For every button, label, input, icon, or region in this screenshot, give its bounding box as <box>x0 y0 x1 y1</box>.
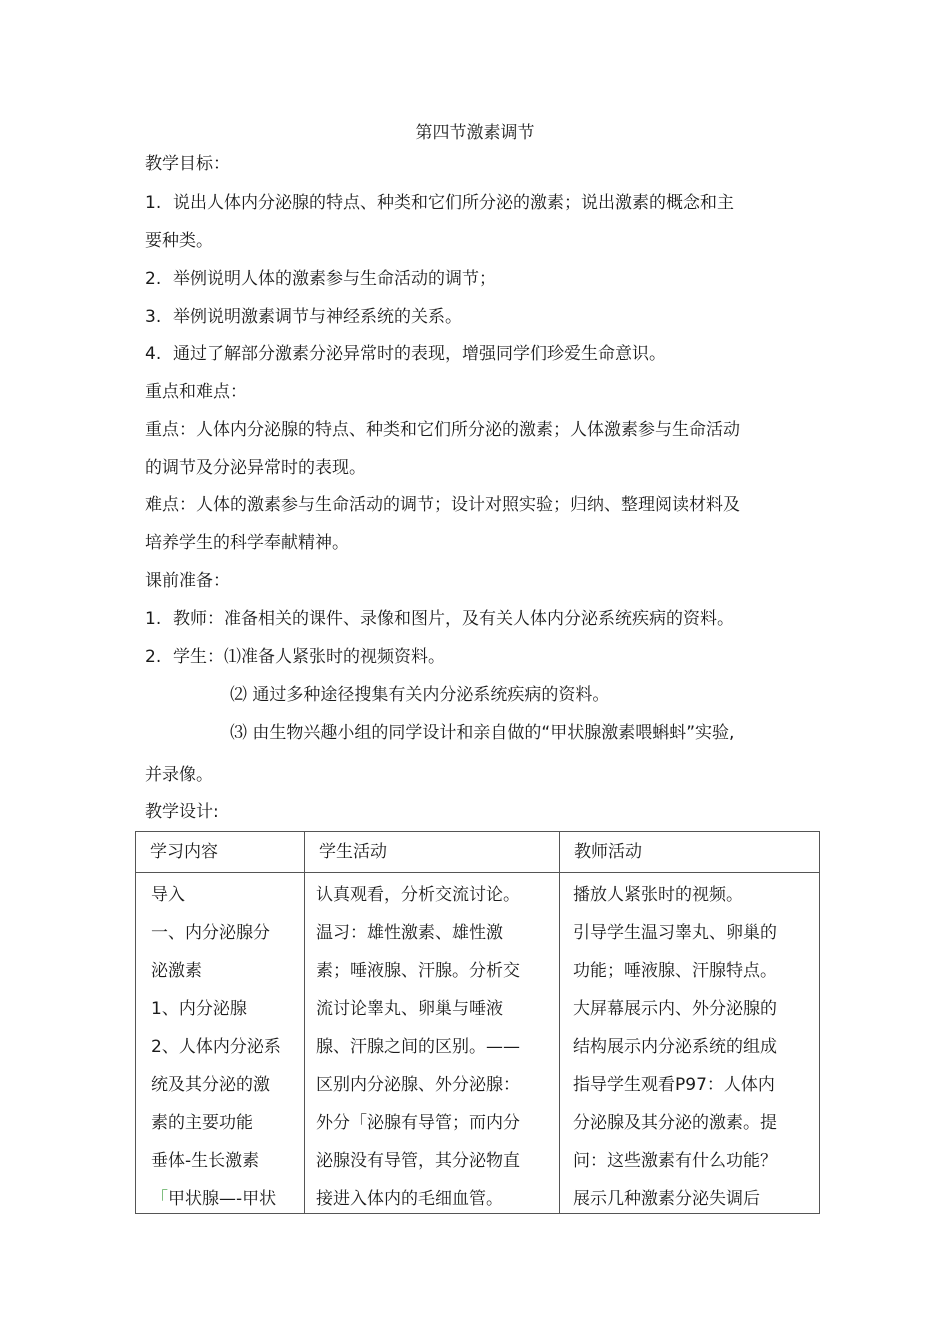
cell-line: 展示几种激素分泌失调后 <box>573 1189 760 1209</box>
cell-line: 垂体-生长激素 <box>151 1151 260 1171</box>
cell-line: 结构展示内分泌系统的组成 <box>573 1037 777 1057</box>
cell-line: 区别内分泌腺、外分泌腺： <box>316 1075 520 1095</box>
objective-item-3 <box>145 306 462 328</box>
objectives-heading: 教学目标： <box>145 154 230 174</box>
cell-line: 温习：雄性激素、雄性激 <box>316 923 503 943</box>
cell-line: 2、人体内分泌系 <box>151 1037 281 1057</box>
objective-num: 1. <box>145 193 162 213</box>
cell-line: 素的主要功能 <box>151 1113 253 1133</box>
cell-line: 指导学生观看P97：人体内 <box>573 1075 775 1095</box>
preparation-student-3-cont: 并录像。 <box>145 765 213 785</box>
objective-num: 2. <box>145 269 162 289</box>
objective-item-1-cont: 要种类。 <box>145 231 213 251</box>
cell-line: 导入 <box>151 885 185 905</box>
cell-line: 引导学生温习睾丸、卵巢的 <box>573 923 777 943</box>
cell-line: 分泌腺及其分泌的激素。提 <box>573 1113 777 1133</box>
teacher-activity-cell <box>560 873 820 1214</box>
cell-line: 统及其分泌的激 <box>151 1075 270 1095</box>
cell-line: 泌激素 <box>151 961 202 981</box>
objective-text: 通过了解部分激素分泌异常时的表现，增强同学们珍爱生命意识。 <box>173 344 666 364</box>
cell-line: 腺、汗腺之间的区别。—— <box>316 1037 520 1057</box>
content-cell <box>136 873 305 1214</box>
objective-num: 3. <box>145 307 162 327</box>
preparation-num: 1. <box>145 609 162 629</box>
preparation-teacher <box>145 608 734 630</box>
objective-num: 4. <box>145 344 162 364</box>
cell-line: 一、内分泌腺分 <box>151 923 270 943</box>
page-title: 第四节激素调节 <box>415 123 535 143</box>
table-row <box>136 873 820 1214</box>
preparation-text: 学生：⑴准备人紧张时的视频资料。 <box>173 647 445 667</box>
cell-line: 泌腺没有导管，其分泌物直 <box>316 1151 520 1171</box>
preparation-student <box>145 646 445 668</box>
cell-line: 功能；唾液腺、汗腺特点。 <box>573 961 777 981</box>
header-teacher: 教师活动 <box>560 832 820 873</box>
cell-text: 甲状腺—-甲状 <box>168 1189 277 1209</box>
key-point-line: 重点：人体内分泌腺的特点、种类和它们所分泌的激素；人体激素参与生命活动 <box>145 420 740 440</box>
objective-item-2 <box>145 268 496 290</box>
preparation-student-2: ⑵ 通过多种途径搜集有关内分泌系统疾病的资料。 <box>230 685 610 705</box>
design-heading: 教学设计: <box>145 802 219 822</box>
design-table <box>135 831 820 1214</box>
preparation-heading: 课前准备： <box>145 571 230 591</box>
key-points-heading: 重点和难点： <box>145 382 247 402</box>
header-content: 学习内容 <box>136 832 305 873</box>
difficulty-line-cont: 培养学生的科学奉献精神。 <box>145 533 349 553</box>
objective-text: 说出人体内分泌腺的特点、种类和它们所分泌的激素；说出激素的概念和主 <box>173 193 734 213</box>
objective-item-1 <box>145 192 734 214</box>
cell-line: 问：这些激素有什么功能？ <box>573 1151 777 1171</box>
key-point-line-cont: 的调节及分泌异常时的表现。 <box>145 458 366 478</box>
table-header-row <box>136 832 820 873</box>
cell-line: 播放人紧张时的视频。 <box>573 885 743 905</box>
objective-text: 举例说明激素调节与神经系统的关系。 <box>173 307 462 327</box>
cell-line: 接进入体内的毛细血管。 <box>316 1189 503 1209</box>
preparation-student-3: ⑶ 由生物兴趣小组的同学设计和亲自做的“甲状腺激素喂蝌蚪”实验, <box>230 723 735 743</box>
cell-line: 大屏幕展示内、外分泌腺的 <box>573 999 777 1019</box>
cell-line: 素；唾液腺、汗腺。分析交 <box>316 961 520 981</box>
preparation-text: 教师：准备相关的课件、录像和图片，及有关人体内分泌系统疾病的资料。 <box>173 609 734 629</box>
difficulty-line: 难点：人体的激素参与生命活动的调节；设计对照实验；归纳、整理阅读材料及 <box>145 495 740 515</box>
preparation-num: 2. <box>145 647 162 667</box>
cell-line <box>151 1188 276 1210</box>
objective-text: 举例说明人体的激素参与生命活动的调节； <box>173 269 496 289</box>
cell-line: 1、内分泌腺 <box>151 999 247 1019</box>
student-activity-cell <box>305 873 560 1214</box>
cell-line: 认真观看，分析交流讨论。 <box>316 885 520 905</box>
cell-line: 流讨论睾丸、卵巢与唾液 <box>316 999 503 1019</box>
bracket-mark: 「 <box>151 1189 168 1209</box>
objective-item-4 <box>145 343 666 365</box>
cell-line: 外分「泌腺有导管；而内分 <box>316 1113 520 1133</box>
header-student: 学生活动 <box>305 832 560 873</box>
